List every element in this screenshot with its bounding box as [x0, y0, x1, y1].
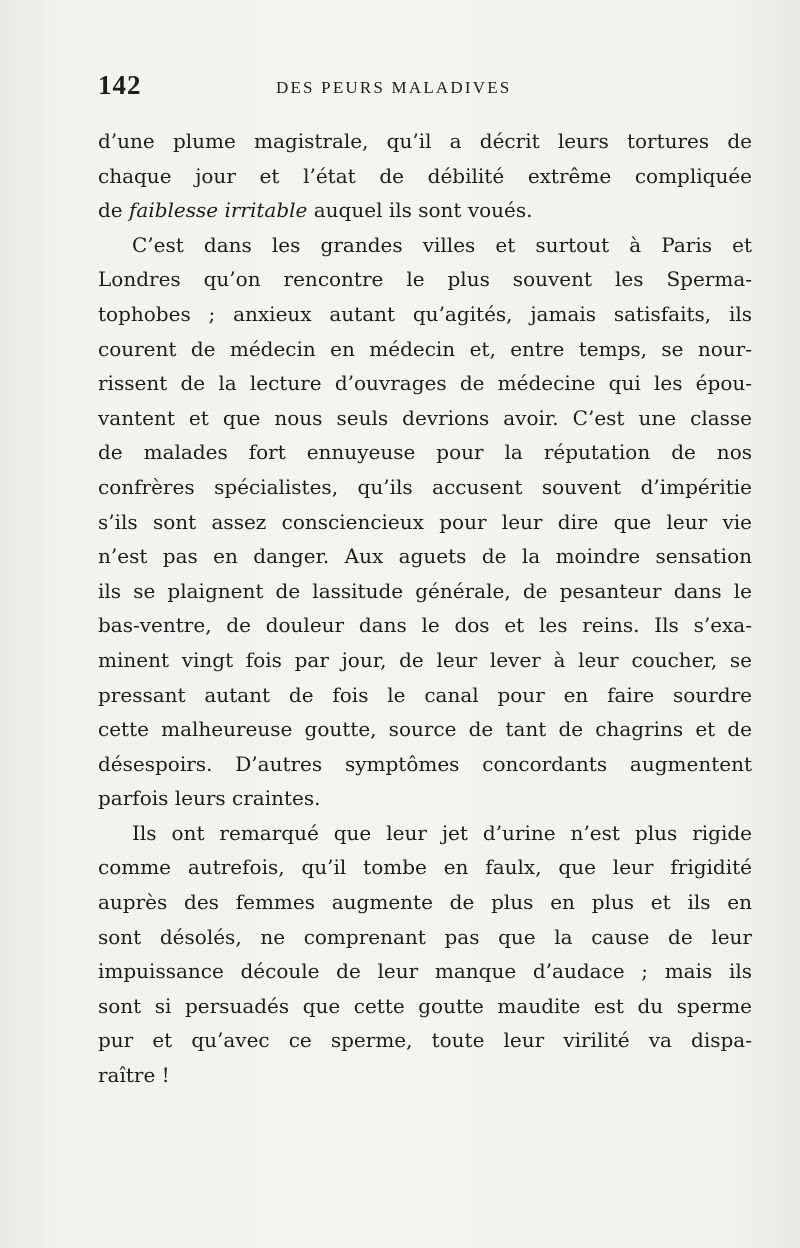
- text-line: parfois leurs craintes.: [98, 786, 321, 811]
- text-line: sont si persuadés que cette goutte maudite est du sperme: [98, 993, 752, 1018]
- running-head: DES PEURS MALADIVES: [276, 78, 512, 97]
- text-line: désespoirs. D’autres symptômes concordants augmentent: [98, 751, 752, 776]
- italic-term: faiblesse irritable: [129, 198, 308, 223]
- body-text: [98, 124, 752, 1093]
- text-segment: auquel ils sont voués.: [307, 198, 533, 223]
- text-line: comme autrefois, qu’il tombe en faulx, que leur frigidité: [98, 855, 752, 880]
- paragraph-first-line: C’est dans les grandes villes et surtout à Paris et: [132, 232, 752, 257]
- text-line: s’ils sont assez consciencieux pour leur dire que leur vie: [98, 509, 752, 534]
- page-number: 142: [98, 70, 142, 100]
- text-line: courent de médecin en médecin et, entre temps, se nour-: [98, 336, 752, 361]
- text-line: vantent et que nous seuls devrions avoir. C’est une classe: [98, 405, 752, 430]
- paragraph-first-line: Ils ont remarqué que leur jet d’urine n’est plus rigide: [132, 820, 752, 845]
- text-line: pur et qu’avec ce sperme, toute leur virilité va dispa-: [98, 1028, 752, 1053]
- text-line: raître !: [98, 1063, 170, 1088]
- text-line: de malades fort ennuyeuse pour la réputation de nos: [98, 440, 752, 465]
- text-line: confrères spécialistes, qu’ils accusent souvent d’impéritie: [98, 474, 752, 499]
- text-line: n’est pas en danger. Aux aguets de la moindre sensation: [98, 544, 752, 569]
- text-line: bas-ventre, de douleur dans le dos et les reins. Ils s’exa-: [98, 613, 752, 638]
- text-line: [98, 193, 752, 228]
- text-line: rissent de la lecture d’ouvrages de médecine qui les épou-: [98, 371, 752, 396]
- text-line: cette malheureuse goutte, source de tant de chagrins et de: [98, 717, 752, 742]
- text-line: d’une plume magistrale, qu’il a décrit leurs tortures de: [98, 129, 752, 153]
- text-line: pressant autant de fois le canal pour en faire sourdre: [98, 682, 752, 707]
- text-segment: de: [98, 198, 129, 223]
- text-line: ils se plaignent de lassitude générale, de pesanteur dans le: [98, 578, 752, 603]
- text-line: auprès des femmes augmente de plus en plus et ils en: [98, 890, 752, 915]
- text-line: chaque jour et l’état de débilité extrême compliquée: [98, 163, 752, 188]
- text-line: sont désolés, ne comprenant pas que la cause de leur: [98, 924, 752, 949]
- text-line: Londres qu’on rencontre le plus souvent les Sperma-: [98, 267, 752, 292]
- text-line: impuissance découle de leur manque d’audace ; mais ils: [98, 959, 752, 984]
- text-line: tophobes ; anxieux autant qu’agités, jamais satisfaits, ils: [98, 301, 752, 326]
- text-line: minent vingt fois par jour, de leur lever à leur coucher, se: [98, 647, 752, 672]
- page-header: [98, 70, 758, 106]
